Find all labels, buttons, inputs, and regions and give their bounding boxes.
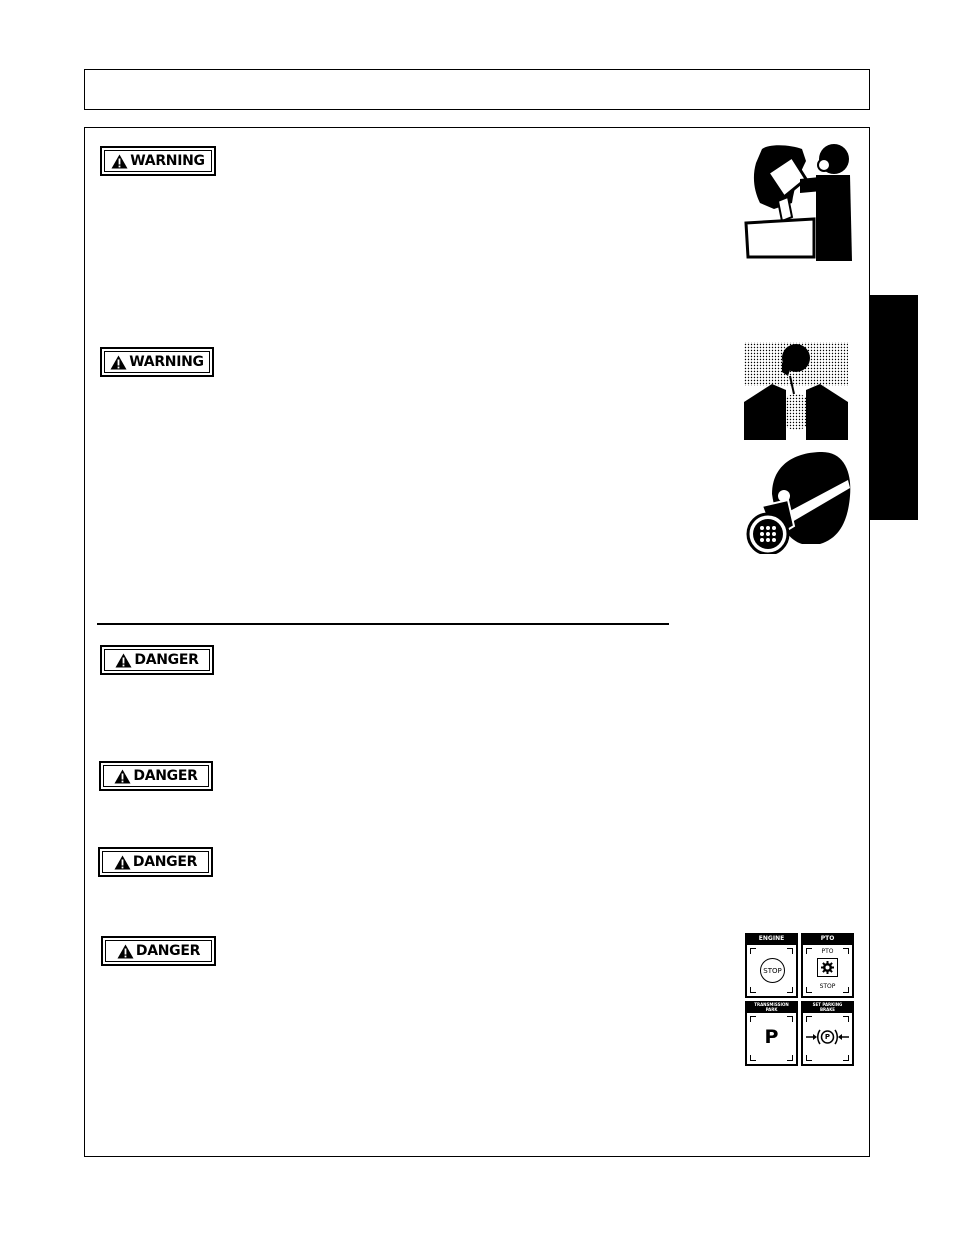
danger-label-4: [101, 936, 216, 966]
transmission-park-cell: [745, 1001, 798, 1066]
transmission-header: TRANSMISSION PARK: [754, 1002, 789, 1012]
pto-bottom-text: STOP: [819, 983, 836, 990]
warning-label-1: [100, 146, 216, 176]
warning-label-text: WARNING: [129, 354, 204, 370]
warning-label-2: [100, 347, 214, 377]
danger-label-3: [98, 847, 213, 877]
respirator-helmet-icon: [744, 450, 854, 554]
engine-stop-text: STOP: [763, 966, 782, 975]
pto-stop-cell: [801, 933, 854, 998]
parking-brake-cell: [801, 1001, 854, 1066]
pto-face: [803, 945, 852, 996]
engine-face: [747, 945, 796, 996]
danger-label-1: [100, 645, 214, 675]
engine-stop-cell: [745, 933, 798, 998]
pto-button: [817, 958, 838, 977]
shutdown-control-panel: [745, 933, 855, 1067]
alert-triangle-icon: [117, 944, 134, 959]
alert-triangle-icon: [111, 154, 128, 169]
danger-label-text: DANGER: [134, 652, 199, 668]
alert-triangle-icon: [114, 855, 131, 870]
worker-respirator-icon: [744, 143, 854, 261]
danger-label-text: DANGER: [133, 768, 198, 784]
brake-symbol-text: P: [824, 1033, 831, 1041]
danger-label-2: [99, 761, 213, 791]
transmission-park-symbol: P: [764, 1026, 779, 1048]
alert-triangle-icon: [110, 355, 127, 370]
header-box: [84, 69, 870, 110]
section-divider: [97, 623, 669, 625]
danger-label-text: DANGER: [135, 943, 201, 959]
alert-triangle-icon: [115, 653, 132, 668]
transmission-face: [747, 1013, 796, 1064]
section-tab: [869, 295, 918, 520]
brake-header: SET PARKING BRAKE: [812, 1002, 843, 1012]
alert-triangle-icon: [114, 769, 131, 784]
pto-header: PTO: [820, 935, 835, 942]
engine-header: ENGINE: [758, 935, 785, 942]
pto-top-text: PTO: [821, 948, 834, 955]
engine-stop-button: [760, 958, 785, 983]
danger-label-text: DANGER: [132, 854, 198, 870]
gear-icon: [821, 961, 834, 974]
brake-face: [803, 1013, 852, 1064]
warning-label-text: WARNING: [130, 153, 205, 169]
inhalation-hazard-icon: [744, 340, 854, 442]
